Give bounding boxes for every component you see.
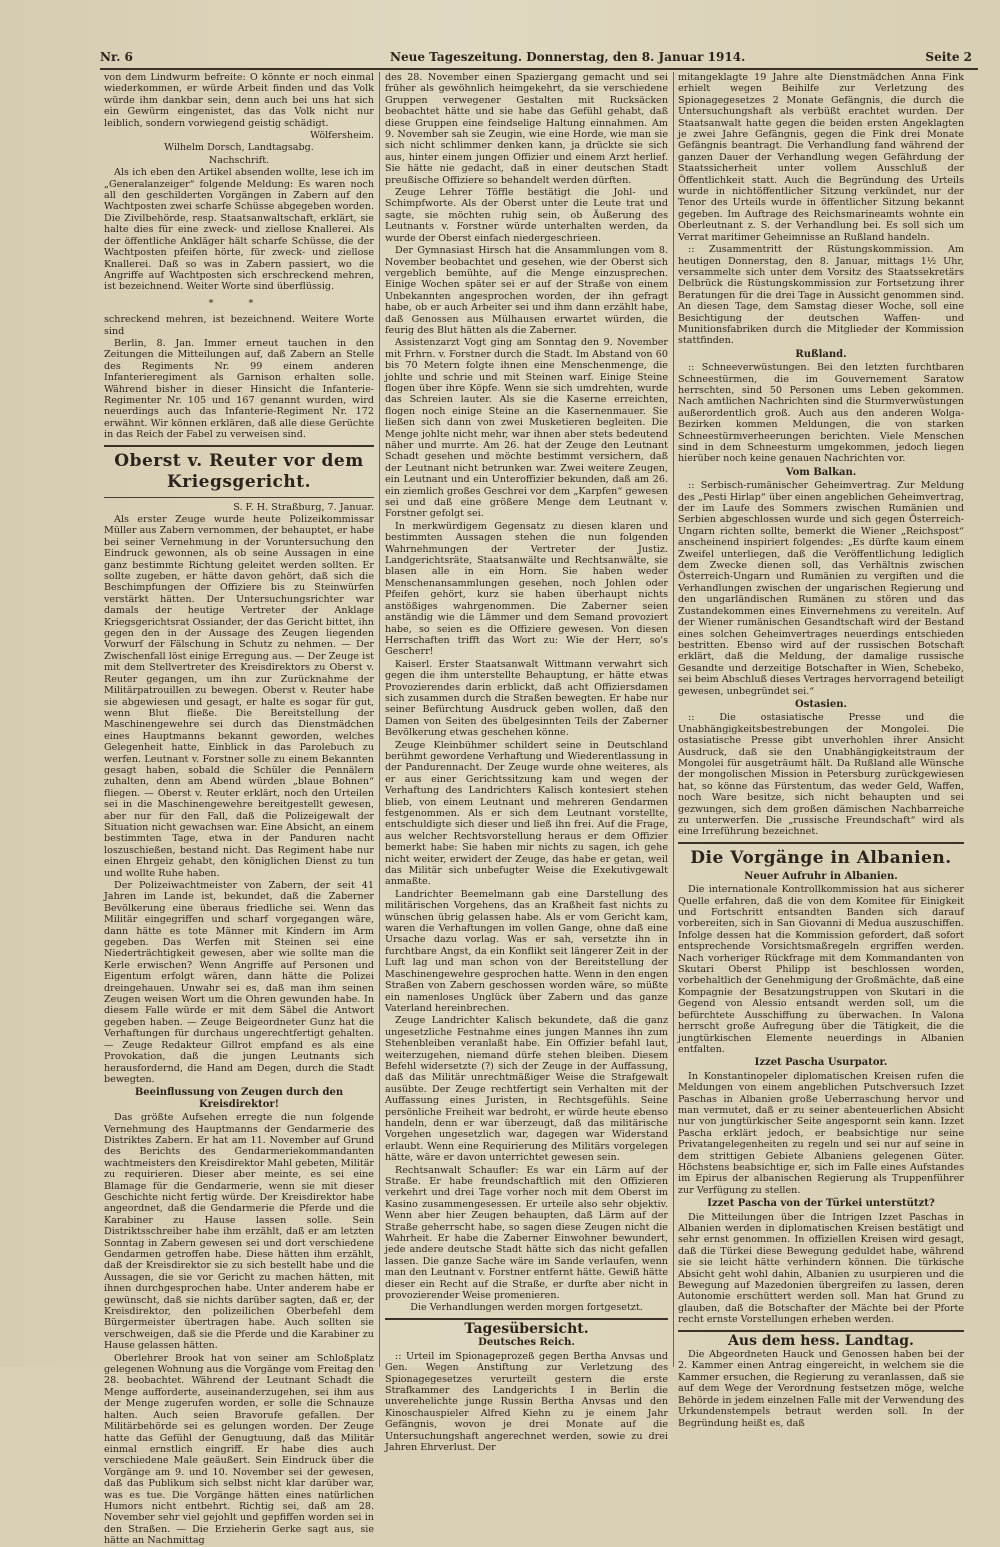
page-number: Seite 2 (925, 50, 972, 64)
headline-reuter: Oberst v. Reuter vor dem Kriegsgericht. (114, 450, 364, 492)
headline-landtag: Aus dem hess. Landtag. (728, 1332, 914, 1349)
divider (678, 1330, 964, 1332)
column-3 (678, 72, 964, 1429)
page-header (100, 46, 980, 68)
article-text: Kaiserl. Erster Staatsanwalt Wittmann verwahrt sich gegen die ihm unterstellte Behauptung, er hätte etwas Provozierendes darin erblickt, daß acht Offiziersdamen sich zusammen durch die Straßen bewegten. Er habe nur seiner Befürchtung Ausdruck geben wollen, daß den Damen von Seiten des übelgesinnten Teils der Zaberner Bevölkerung etwas geschehen könne. (385, 658, 668, 739)
subheading: Izzet Pascha von der Türkei unterstützt? (707, 1198, 935, 1210)
divider (678, 842, 964, 844)
article-text: :: Zusammentritt der Rüstungskommission. Am heutigen Donnerstag, den 8. Januar, mittags 1½ Uhr, versammelte sich unter dem Vorsitz des Staatssekretärs Delbrück die Rüstungskommission zur Fortsetzung ihrer Beratungen für die drei Tage in Aussicht genommen sind. An diesen Tage, dem Samstag dieser Woche, soll eine Besichtigung der deutschen Waffen- und Munitionsfabriken durch die Mitglieder der Kommission stattfinden. (678, 244, 964, 347)
column-2 (385, 72, 668, 1453)
article-text: :: Schneeverwüstungen. Bei den letzten furchtbaren Schneestürmen, die im Gouvernement Saratow herrschten, sind 50 Personen ums Leben gekommen. Nach amtlichen Nachrichten sind die Sturmverwüstungen außerordentlich groß. Auch aus den anderen Wolga-Bezirken kommen Meldungen, die von starken Schneestürmverheerungen berichten. Viele Menschen sind in dem Schneesturm umgekommen, jedoch liegen hierüber noch keine genauen Nachrichten vor. (678, 362, 964, 465)
article-text: :: Serbisch-rumänischer Geheimvertrag. Zur Meldung des „Pesti Hirlap“ über einen angeblichen Geheimvertrag, der im Laufe des Sommers zwischen Rumänien und Serbien abgeschlossen wurde und sich gegen Österreich-Ungarn richten sollte, bemerkt die Wiener „Reichspost“ anscheinend inspiriert folgendes: „Es dürfte kaum einem Zweifel unterliegen, daß die Veröffentlichung lediglich dem Zwecke dienen soll, das Verhältnis zwischen Österreich-Ungarn und Rumänien zu vergiften und die Verhandlungen zwischen der ungarischen Regierung und den ungarländischen Rumänen zu stören und das Zustandekommen eines Einvernehmens zu vereiteln. Auf der Wiener rumänischen Gesandtschaft wird der Bestand eines solchen Geheimvertrages neuerdings entschieden bestritten. Ebenso wird auf der russischen Botschaft erklärt, daß die Meldung, der damalige russische Gesandte und derzeitige Botschafter in Wien, Schebeko, sei beim Abschluß dieses Vertrages hervorragend beteiligt gewesen, unbegründet sei.“ (678, 480, 964, 697)
article-text: Der Polizeiwachtmeister von Zabern, der seit 41 Jahren im Lande ist, bekundet, daß die Zaberner Bevölkerung eine überaus friedliche sei. Wenn das Militär eingegriffen und scharf vorgegangen wäre, dann hätte es tote Männer mit Kindern im Arm gegeben. Das Werfen mit Steinen sei eine Niederträchtigkeit gewesen, aber wie sollte man die Kerle erwischen? Wenn Angriffe auf Personen und Eigentum erfolgt wären, dann hätte die Polizei dreingehauen. Unwahr sei es, daß man ihm seinen Zeugen weisen Wort um die Ohren gewunden habe. In diesem Falle würde er mit dem Säbel die Antwort gegeben haben. — Zeuge Beigeordneter Gunz hat die Verhaftungen für durchaus ungerechtfertigt gehalten. — Zeuge Redakteur Gillrot empfand es als eine Provokation, daß die jungen Leutnants sich herausfordernd, die Hand am Degen, durch die Stadt bewegten. (104, 880, 374, 1085)
article-text: Zeuge Landrichter Kalisch bekundete, daß die ganz ungesetzliche Festnahme eines jungen Mannes ihn zum Stehenbleiben veranlaßt habe. Ein Offizier befahl laut, weiterzugehen, niemand dürfe stehen bleiben. Diesem Befehl widersetzte (?) sich der Zeuge in der Auffassung, daß das Militär unrechtmäßiger Weise die Strafgewalt ausübte. Der Zeuge rechtfertigt sein Verhalten mit der Auffassung eines Juristen, in Rechtsgefühls. Seine persönliche Freiheit war bedroht, er würde heute ebenso handeln, denn er war überzeugt, daß das militärische Vorgehen ungesetzlich war, dagegen war Widerstand erlaubt. Wenn eine Requirierung des Militärs vorgelegen hätte, wäre er davon unterrichtet gewesen sein. (385, 1015, 668, 1164)
column-rule-2 (673, 72, 674, 1367)
article-text: Als erster Zeuge wurde heute Polizeikommissar Müller aus Zabern vernommen, der behauptet, er habe bei seiner Vernehmung in der Voruntersuchung den Eindruck gewonnen, als ob seine Aussagen in eine ganz bestimmte Richtung geleitet werden sollten. Er sollte zugeben, er hätte davon gehört, daß sich die Beschimpfungen der Offiziere bis zu Steinwürfen verstärkt hätten. Der Untersuchungsrichter war damals der heutige Vertreter der Anklage Kriegsgerichtsrat Ossiander, der das Gericht bittet, ihn gegen den in der Aussage des Zeugen liegenden Vorwurf der Fälschung in Schutz zu nehmen. — Der Zwischenfall löst einige Erregung aus. — Der Zeuge ist mit dem Stellvertreter des Kreisdirektors zu Oberst v. Reuter gegangen, um ihn zur Zurücknahme der Militärpatrouillen zu bewegen. Oberst v. Reuter habe sie abgewiesen und gesagt, er halte es sogar für gut, wenn Blut fließe. Die Bereitstellung der Maschinengewehre sei durch das Dienstmädchen eines Hauptmanns bekannt geworden, welches Gelegenheit hatte, Einblick in das Parolebuch zu werfen. Leutnant v. Forstner solle zu einem Bekannten gesagt haben, sobald die Schüler die Pennälern zuhalten, denn am Abend würden „blaue Bohnen“ fliegen. — Oberst v. Reuter erklärt, noch den Urteilen sei in die Maschinengewehre bereitgestellt gewesen, aber nur für den Fall, daß die Polizeigewalt der Situation nicht gewachsen war. Eine Absicht, an einem bestimmten Tage, etwa in der Panduren nacht loszuschießen, bestand nicht. Das Regiment habe nur einen Ehrgeiz gehabt, den königlichen Dienst zu tun und wollte Ruhe haben. (104, 514, 374, 879)
column-1 (104, 72, 374, 1547)
article-text: Die internationale Kontrollkommission hat aus sicherer Quelle erfahren, daß die von dem Komitee für Einigkeit und Fortschritt entsandten Banden sich darauf vorbereiten, sich in San Giovanni di Medua auszuschiffen. Infolge dessen hat die Kommission gefordert, daß sofort entsprechende Vorsichtsmaßregeln ergriffen werden. Nach vorheriger Rückfrage mit dem Kommandanten von Skutari Oberst Philipp ist beschlossen worden, vorbehaltlich der Genehmigung der Großmächte, daß eine Kompagnie der Besatzungstruppen von Skutari in die Gegend von Alessio entsandt werden soll, um die befürchtete Ausschiffung zu überwachen. In Valona herrscht große Aufregung über die Tätigkeit, die die jungtürkischen Elemente neuerdings in Albanien entfalten. (678, 884, 964, 1055)
article-text: In merkwürdigem Gegensatz zu diesen klaren und bestimmten Aussagen stehen die nun folgenden Wahrnehmungen der Vertreter der Justiz. Landgerichtsräte, Staatsanwälte und Rechtsanwälte, sie blasen alle in ein Horn. Sie haben weder Menschenansammlungen gesehen, noch Johlen oder Pfeifen gehört, kurz sie haben überhaupt nichts anstößiges wahrgenommen. Die Zaberner seien anständig wie die Lämmer und dem Semand provoziert habe, so seien es die Offiziere gewesen. Von diesen Herrschaften trifft das Wort zu: Wie der Herr, so's Gescherr! (385, 520, 668, 658)
article-text: Zeuge Kleinbühmer schildert seine in Deutschland berühmt gewordene Verhaftung und Wiederentlassung in der Pandurennacht. Der Zeuge wurde ohne weiteres, als er aus einer Gerichtssitzung kam und wegen der Verhaftung des Landrichters Kalisch kontesiert stehen blieb, von einem Leutnant und mehreren Gendarmen festgenommen. Als er sich dem Leutnant vorstellte, entschuldigte sich dieser und ließ ihn frei. Auf die Frage, aus welcher Rechtsvorstellung heraus er dem Offizier bemerkt habe: Sie haben mir nichts zu sagen, ich gehe nicht weiter, erwidert der Zeuge, das habe er getan, weil das Militär sich unbefugter Weise die Exekutivgewalt anmaßte. (385, 739, 668, 888)
article-text: Die Mitteilungen über die Intrigen Izzet Paschas in Albanien werden in diplomatischen Kreisen bestätigt und sehr ernst genommen. In offiziellen Kreisen wird gesagt, daß die Türkei diese Bewegung geduldet habe, während sie sie leicht hätte verhindern können. Die türkische Absicht geht wohl dahin, Albanien zu usurpieren und die Bewegung auf Mazedonien übergreifen zu lassen, deren Autonomie erschüttert werden soll. Man hat Grund zu glauben, daß die Botschafter der Mächte bei der Pforte recht ernste Vorstellungen erheben werden. (678, 1211, 964, 1326)
subheading: Vom Balkan. (785, 466, 857, 478)
headline-tagesuebersicht: Tagesübersicht. (464, 1320, 589, 1337)
divider (104, 445, 374, 447)
subheading: Neuer Aufruhr in Albanien. (744, 870, 898, 882)
dateline: S. F. H. Straßburg, 7. Januar. (233, 501, 374, 513)
article-text: des 28. November einen Spaziergang gemacht und sei früher als gewöhnlich heimgekehrt, da sie verschiedene Gruppen verwegener Gestalten mit Rucksäcken beobachtet hätte und sie habe das Gefühl gehabt, daß diese Gruppen eine feindselige Haltung einnahmen. Am 9. November sah sie Zeugin, wie eine Horde, wie man sie sich nicht schlimmer denken kann, ja drückte sie sich aus, hinter einem jungen Offizier und einem Arzt herlief. Sie hätte nie gedacht, daß in einer deutschen Stadt preußische Offiziere so behandelt werden dürften. (385, 72, 668, 186)
subheading: Deutsches Reich. (478, 1337, 575, 1349)
article-text: Berlin, 8. Jan. Immer erneut tauchen in den Zeitungen die Mitteilungen auf, daß Zabern an Stelle des Regiments Nr. 99 einem anderen Infanterieregiment als Garnison erhalten solle. Während bisher in dieser Hinsicht die Infanterie-Regimenter Nr. 105 und 167 genannt wurden, wird neuerdings auch das Infanterie-Regiment Nr. 172 erwähnt. Wir können erklären, daß alle diese Gerüchte in das Reich der Fabel zu verweisen sind. (104, 337, 374, 441)
issue-number: Nr. 6 (100, 50, 133, 64)
subheading: Izzet Pascha Usurpator. (754, 1057, 888, 1069)
column-rule-1 (379, 72, 380, 1367)
subheading: Ostasien. (795, 698, 847, 710)
article-text: Rechtsanwalt Schaufler: Es war ein Lärm auf der Straße. Er habe freundschaftlich mit den Offizieren verkehrt und drei Tage vorher noch mit dem Oberst im Kasino zusammengesessen. Er urteile also sehr objektiv. Wenn aber hier Zeugen behaupten, daß Lärm auf der Straße geherrscht habe, so sagen diese Zeugen nicht die Wahrheit. Er habe die Zaberner Einwohner bewundert, jede andere deutsche Stadt hätte sich das nicht gefallen lassen. Die ganze Sache wäre im Sande verlaufen, wenn man den Leutnant v. Forstner entfernt hätte. Gewiß hätte dieser ein Recht auf die Straße, er durfte aber nicht in provozierender Weise promenieren. (385, 1164, 668, 1302)
article-text: Der Gymnasiast Hirsch hat die Ansammlungen vom 8. November beobachtet und gesehen, wie der Oberst sich vergeblich bemühte, auf die Menge einzusprechen. Einige Wochen später sei er auf der Straße von einem Unbekannten angesprochen worden, der ihn gefragt habe, ob er auch Arbeiter sei und ihm dann erzählt habe, daß Genossen aus Mülhausen erwartet würden, die feurig des Blut hätten als die Zaberner. (385, 245, 668, 336)
article-text: In Konstantinopeler diplomatischen Kreisen rufen die Meldungen von einem angeblichen Putschversuch Izzet Paschas in Albanien große Ueberraschung hervor und man vermutet, daß er zu seiner abenteuerlichen Absicht nur von jungtürkischer Seite angespornt sein kann. Izzet Pascha erklärt jedoch, er beabsichtige nur seine Privatangelegenheiten zu regeln und sei nur auf seine in dem strittigen Gebiete Albaniens gelegenen Güter. Höchstens beabsichtige er, sich im Falle eines Aufstandes im Epirus der albanischen Regierung als Truppenführer zur Verfügung zu stellen. (678, 1070, 964, 1196)
article-text: Die Verhandlungen werden morgen fortgesetzt. (410, 1302, 643, 1314)
article-text: :: Die ostasiatische Presse und die Unabhängigkeitsbestrebungen der Mongolei. Die ostasiatische Presse gibt unverhohlen ihrer Ansicht Ausdruck, daß sie den Unabhängigkeitstraum der Mongolei für ausgeträumt hält. Da Rußland alle Wünsche der mongolischen Mission in Petersburg zurückgewiesen hat, so könne das Fürstentum, das weder Geld, Waffen, noch Ware besitze, sich nicht behaupten und sei gezwungen, sich dem großen dämischen Nachbarreiche zu unterwerfen. Die „russische Freundschaft“ wird als eine Irreführung bezeichnet. (678, 712, 964, 838)
article-text: schreckend mehren, ist bezeichnend. Weitere Worte sind (104, 314, 374, 337)
masthead-line: Neue Tageszeitung. Donnerstag, den 8. Januar 1914. (390, 50, 746, 64)
article-text: mitangeklagte 19 Jahre alte Dienstmädchen Anna Fink erhielt wegen Beihilfe zur Verletzung des Spionagegesetzes 2 Monate Gefängnis, die durch die Untersuchungshaft als verbüßt erachtet wurden. Der Staatsanwalt hatte gegen die beiden ersten Angeklagten je zwei Jahre Gefängnis, gegen die Fink drei Monate Gefängnis beantragt. Die Verhandlung fand während der ganzen Dauer der Verhandlung wegen Gefährdung der Staatssicherheit unter vollem Ausschluß der Öffentlichkeit statt. Auch die Begründung des Urteils wurde in nichtöffentlicher Sitzung verkündet, nur der Tenor des Urteils wurde in öffentlicher Sitzung bekannt gegeben. Im Auftrage des Reichsmarineamts wohnte ein Oberleutnant z. S. der Verhandlung bei. Es soll sich um Verrat maritimer Geheimnisse an Rußland handeln. (678, 72, 964, 243)
subheading: Beeinflussung von Zeugen durch den Kreisdirektor! (134, 1087, 344, 1110)
article-text: Zeuge Lehrer Töffle bestätigt die Johl- und Schimpfworte. Als der Oberst unter die Leute trat und sagte, sie möchten ruhig sein, ob Äußerung des Leutnants v. Forstner würde unterhalten werden, da wurde der Oberst einfach niedergeschrieen. (385, 187, 668, 244)
headline-albanien: Die Vorgänge in Albanien. (690, 847, 952, 868)
section-heading: Nachschrift. (208, 154, 270, 166)
separator-stars: * * (208, 297, 270, 309)
article-text: von dem Lindwurm befreite: O könnte er noch einmal wiederkommen, er würde Arbeit finden und das Volk würde ihm dankbar sein, denn auch bei uns hat sich ein Gewürm eingenistet, das das Volk nicht nur leiblich, sondern vorwiegend geistig schädigt. (104, 72, 374, 129)
place-line: Wölfersheim. (310, 130, 374, 142)
article-text: Die Abgeordneten Hauck und Genossen haben bei der 2. Kammer einen Antrag eingereicht, in welchem sie die Kammer ersuchen, die Regierung zu veranlassen, daß sie auf dem Wege der Verordnung festsetzen möge, welche Behörde in jedem einzelnen Falle mit der Verwendung des Urkundenstempels betraut werden soll. In der Begründung heißt es, daß (678, 1349, 964, 1429)
article-text: :: Urteil im Spionageprozeß gegen Bertha Anvsas und Gen. Wegen Anstiftung zur Verletzung des Spionagegesetzes verurteilt gestern die erste Strafkammer des Landgerichts I in Berlin die unverehelichte junge Russin Bertha Anvsas und den Kinoschauspieler Alfred Kiehn zu je einem Jahr Gefängnis, wovon je drei Monate auf die Untersuchungshaft angerechnet werden, sowie zu drei Jahren Ehrverlust. Der (385, 1350, 668, 1453)
divider (104, 497, 374, 498)
article-text: Das größte Aufsehen erregte die nun folgende Vernehmung des Hauptmanns der Gendarmerie des Distriktes Zabern. Er hat am 11. November auf Grund des Berichts des Gendarmeriekommandanten wachtmeisters den Kreisdirektor Mahl gebeten, Militär zu requirieren. Dieser aber meinte, es sei eine Blamage für die Gendarmerie, wenn sie mit dieser Geschichte nicht fertig würde. Der Kreisdirektor habe angeordnet, daß die Gendarmerie die Pferde und die Karabiner zu Hause lassen solle. Sein Distriktsschreiber habe ihm erzählt, daß er am letzten Sonntag in Zabern gewesen sei und dort verschiedene Gendarmen getroffen habe. Diese hätten ihm erzählt, daß der Kreisdirektor sie zu sich bestellt habe und die Aussagen, die sie vor Gericht zu machen hätten, mit ihnen durchgesprochen habe. Unter anderem habe er gewünscht, daß sie nichts darüber sagten, daß er, der Kreisdirektor, den polizeilichen Oberbefehl dem Bürgermeister übertragen habe. Auch sollten sie verschweigen, daß sie die Pferde und die Karabiner zu Hause gelassen hätten. (104, 1112, 374, 1352)
subheading: Rußland. (795, 348, 847, 360)
article-text: Oberlehrer Brook hat von seiner am Schloßplatz gelegenen Wohnung aus die Vorgänge vom Freitag den 28. beobachtet. Während der Leutnant Schadt die Menge aufforderte, auseinanderzugehen, sei ihm aus der Menge zugerufen worden, er solle die Schnauze halten. Auch seien Bravorufe gefallen. Der Militärbehörde sei es gelungen worden. Der Zeuge hatte das Gefühl der Genugtuung, daß das Militär einmal ernstlich eingriff. Er habe dies auch verschiedene Male geäußert. Sein Eindruck über die Vorgänge am 9. und 10. November sei der gewesen, daß das Publikum sich selbst nicht klar darüber war, was es tue. Die Vorgänge hätten eines natürlichen Humors nicht entbehrt. Richtig sei, daß am 28. November sehr viel gejohlt und gepfiffen worden sei in den Straßen. — Die Erzieherin Gerke sagt aus, sie hätte an Nachmittag (104, 1352, 374, 1547)
article-text: Assistenzarzt Vogt ging am Sonntag den 9. November mit Frhrn. v. Forstner durch die Stadt. Im Abstand von 60 bis 70 Metern folgte ihnen eine Menschenmenge, die johlte und schrie und mit Steinen warf. Einige Steine flogen über ihre Köpfe. Wenn sie sich umdrehten, wurde das Schreien lauter. Als sie die Kaserne erreichten, flogen noch einige Steine an die Kasernenmauer. Sie ließen sich dann von zwei Musketieren begleiten. Die Menge johlte nicht mehr, war ihnen aber stets bedeutend näher und murrte. Am 26. hat der Zeuge den Leutnant Schadt gesehen und möchte bestimmt versichern, daß der Leutnant nicht betrunken war. Zwei weitere Zeugen, ein Leutnant und ein Unteroffizier bekunden, daß am 26. ein ziemlich großes Geschrei vor dem „Karpfen“ gewesen sei und daß eine größere Menge dem Leutnant v. Forstner gefolgt sei. (385, 337, 668, 520)
article-text: Landrichter Beemelmann gab eine Darstellung des militärischen Vorgehens, das an Kraßheit fast nichts zu wünschen übrig gelassen habe. Als er vom Gericht kam, waren die Verhaftungen im vollen Gange, ohne daß eine Ursache dazu vorlag. Was er sah, versetzte ihn in furchtbare Angst, da ein Konflikt seit längerer Zeit in der Luft lag und man schon von der Bereitstellung der Maschinengewehre gesprochen hatte. Wenn in den engen Straßen von Zabern geschossen worden wäre, so müßte ein namenloses Unglück über Zabern und das ganze Vaterland hereinbrechen. (385, 888, 668, 1014)
article-text: Als ich eben den Artikel absenden wollte, lese ich im „Generalanzeiger“ folgende Meldung: Es waren noch all den geschilderten Vorgängen in Zabern auf den Wachtposten zwei scharfe Schüsse abgegeben worden. Die Zivilbehörde, resp. Staatsanwaltschaft, erklärt, sie halte dies für eine zweck- und ziellose Knallerei. Als der öffentliche Ankläger hält scharfe Schüsse, die der Wachtposten pfeifen hörte, für zweck- und ziellose Knallerei. Daß so was in Zabern passiert, wo die Angriffe auf Wachtposten sich erschreckend mehren, ist bezeichnend. Weiter Worte sind überflüssig. (104, 167, 374, 293)
author-signature: Wilhelm Dorsch, Landtagsabg. (164, 142, 314, 154)
header-rule (100, 68, 978, 70)
divider (385, 1318, 668, 1320)
